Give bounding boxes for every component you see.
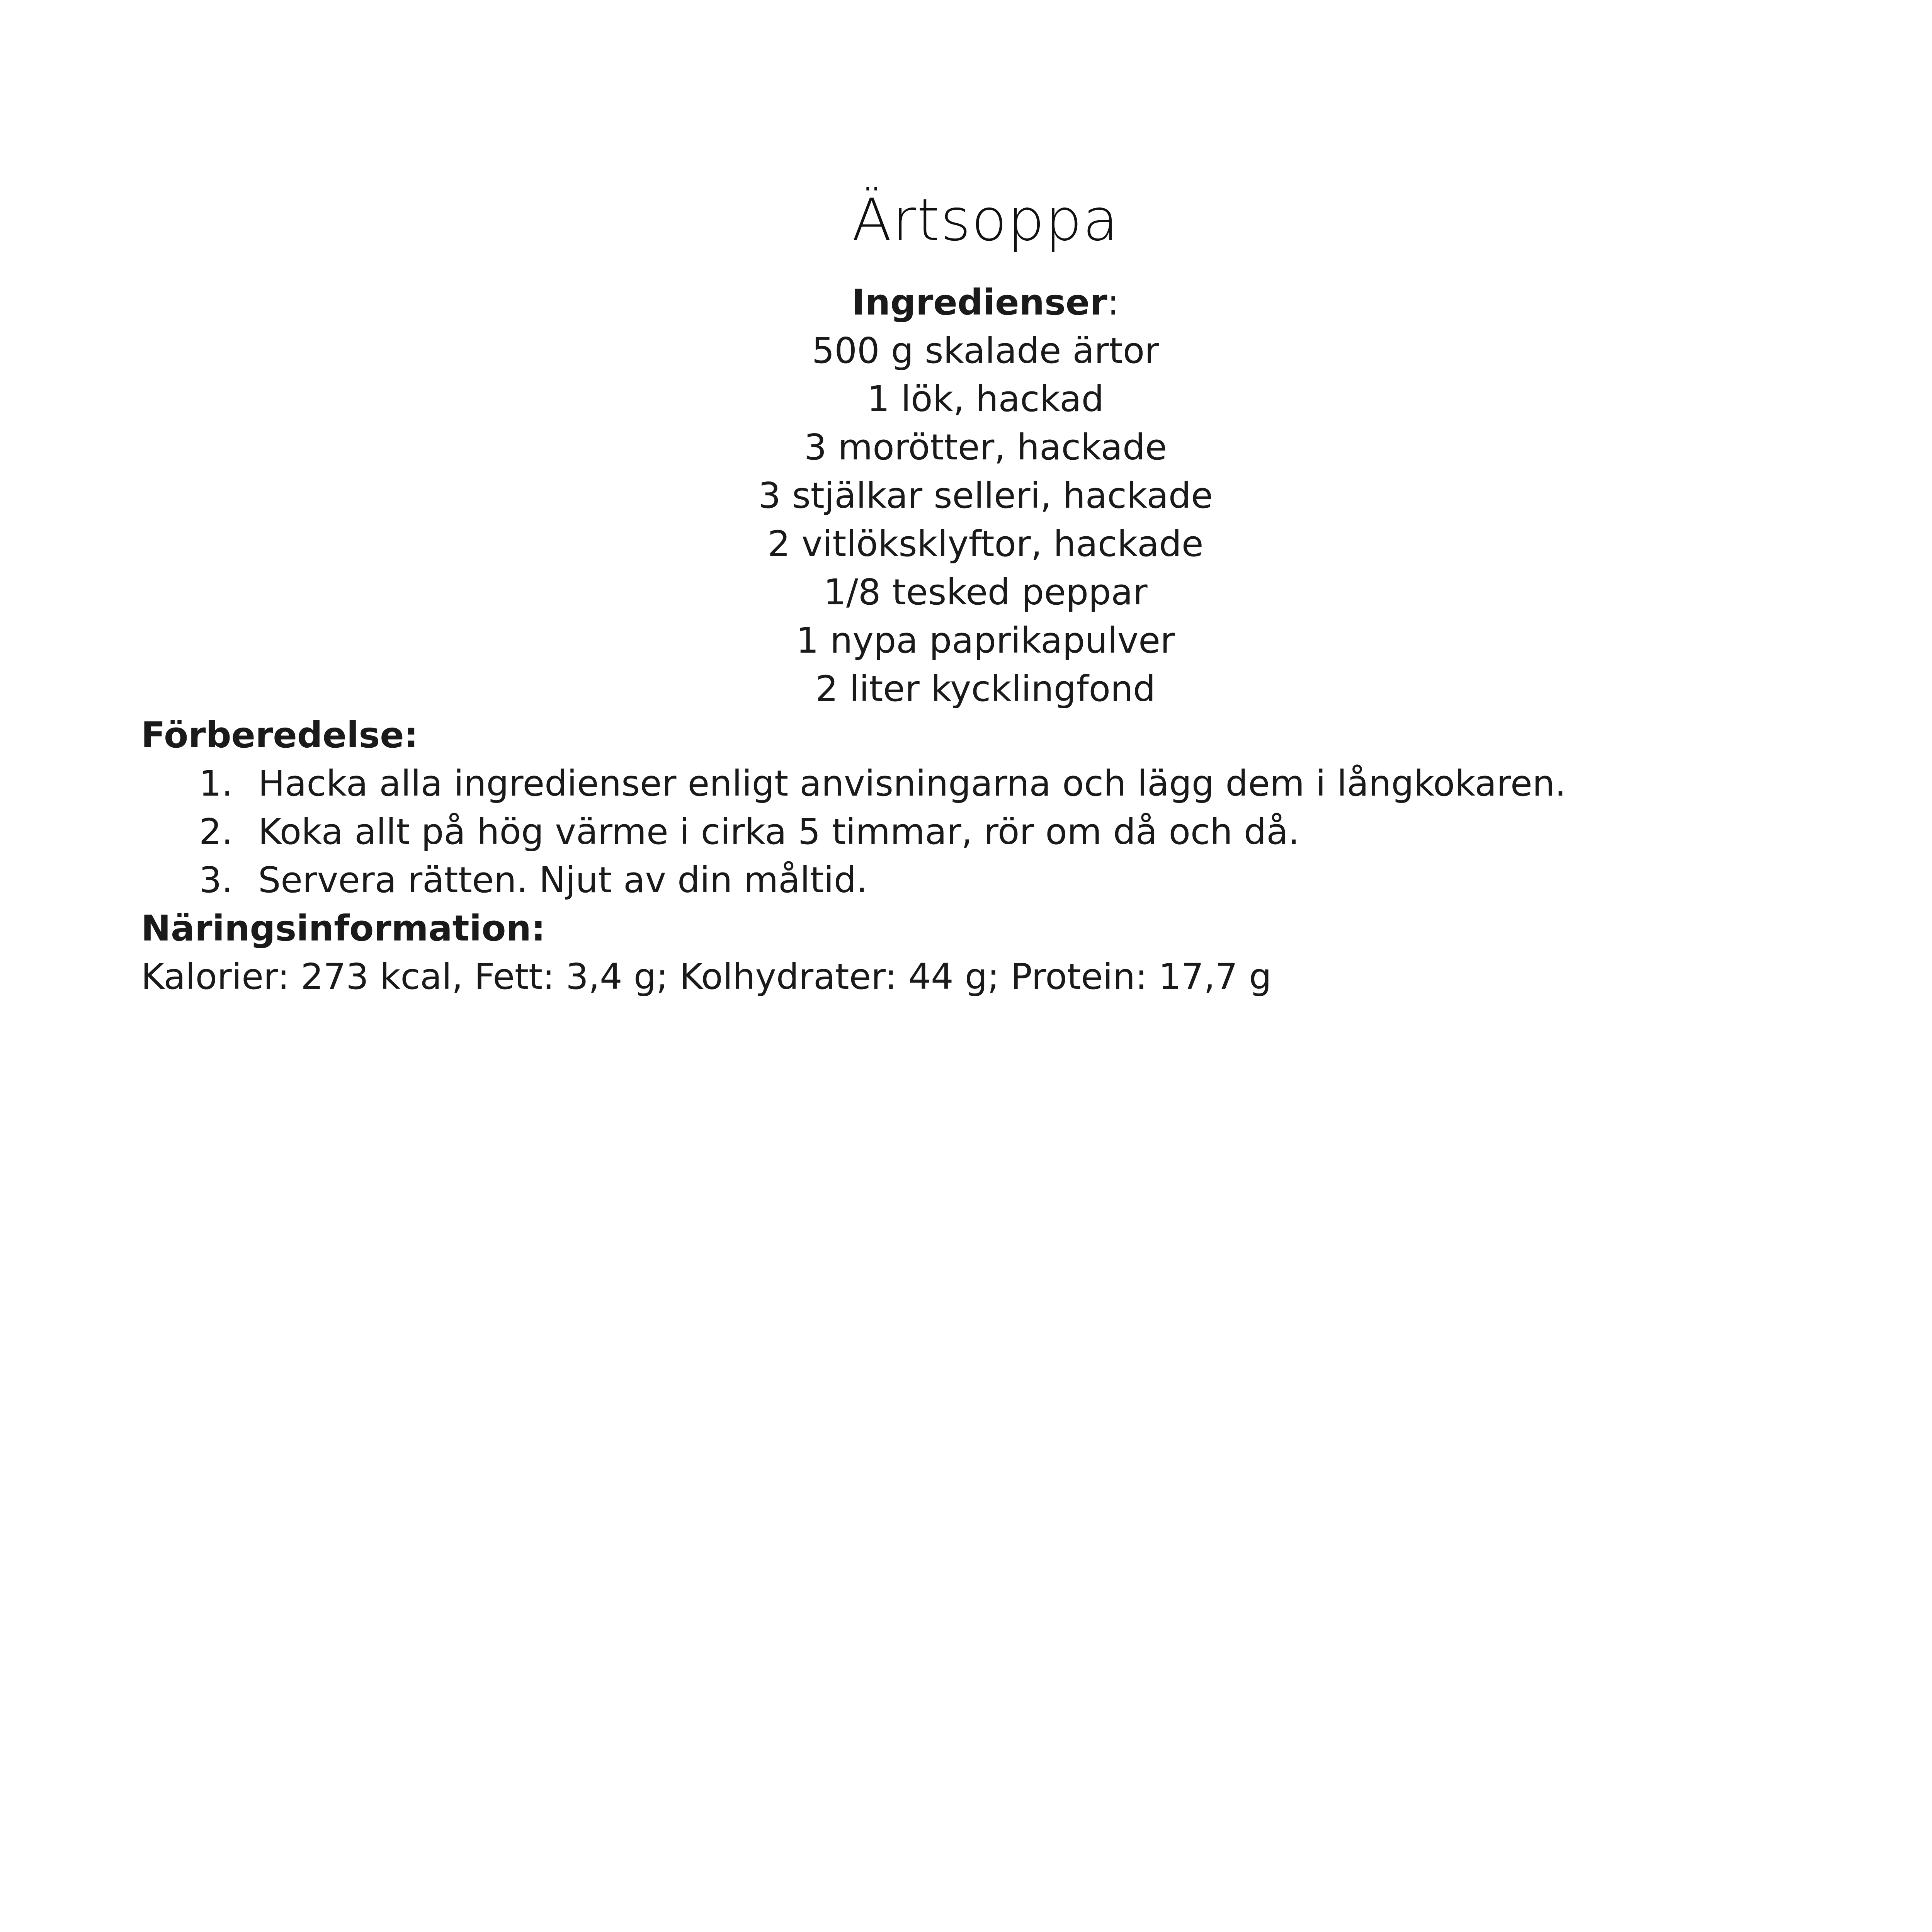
step-item bbox=[141, 856, 1566, 904]
step-text: Koka allt på hög värme i cirka 5 timmar, rör om då och då. bbox=[258, 811, 1300, 852]
nutrition-text: Kalorier: 273 kcal, Fett: 3,4 g; Kolhydrater: 44 g; Protein: 17,7 g bbox=[141, 956, 1272, 997]
step-number: 3. bbox=[199, 859, 233, 901]
step-item bbox=[141, 808, 1566, 856]
ingredient-item: 1 nypa paprikapulver bbox=[796, 620, 1175, 661]
step-text: Hacka alla ingredienser enligt anvisningarna och lägg dem i långkokaren. bbox=[258, 763, 1566, 804]
step-number: 1. bbox=[199, 763, 233, 804]
ingredient-item: 1 lök, hackad bbox=[867, 378, 1104, 420]
ingredient-item: 2 vitlöksklyftor, hackade bbox=[767, 523, 1204, 565]
ingredient-item: 2 liter kycklingfond bbox=[815, 668, 1156, 709]
recipe-title: Ärtsoppa bbox=[852, 187, 1119, 254]
step-text: Servera rätten. Njut av din måltid. bbox=[258, 859, 868, 901]
ingredient-item: 1/8 tesked peppar bbox=[823, 571, 1148, 613]
ingredients-heading: Ingredienser bbox=[852, 282, 1107, 323]
ingredient-item: 500 g skalade ärtor bbox=[811, 330, 1160, 371]
nutrition-heading: Näringsinformation: bbox=[141, 908, 546, 949]
preparation-heading: Förberedelse: bbox=[141, 714, 418, 756]
ingredients-heading-colon: : bbox=[1107, 282, 1119, 323]
step-number: 2. bbox=[199, 811, 233, 852]
ingredients-block bbox=[0, 278, 1932, 713]
step-item bbox=[141, 759, 1566, 808]
preparation-steps bbox=[141, 759, 1566, 904]
ingredient-item: 3 morötter, hackade bbox=[804, 427, 1167, 468]
ingredients-heading-line bbox=[0, 278, 1932, 327]
ingredient-item: 3 stjälkar selleri, hackade bbox=[758, 475, 1213, 516]
